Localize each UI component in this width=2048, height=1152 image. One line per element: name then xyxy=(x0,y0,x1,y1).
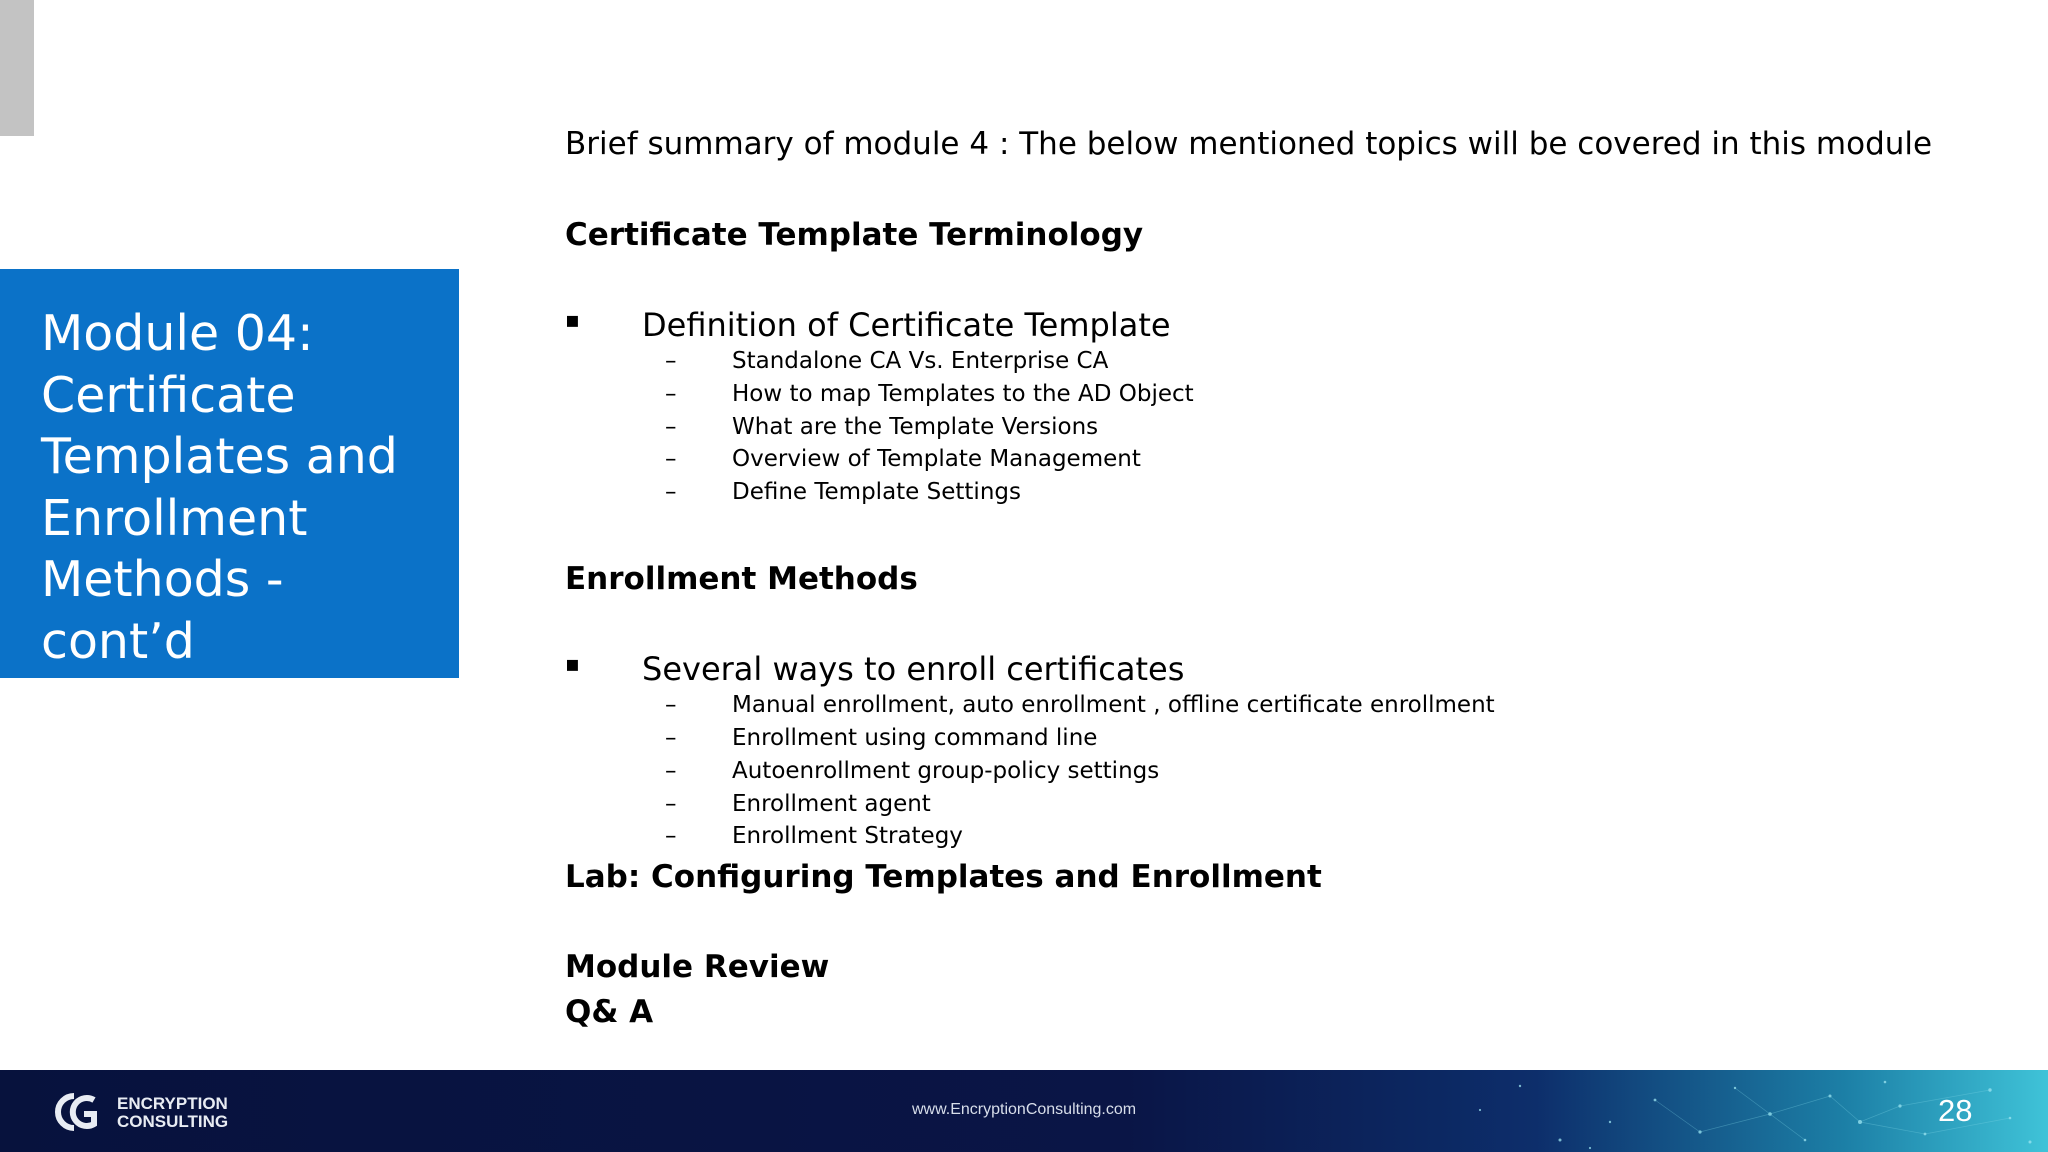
logo-line-2: CONSULTING xyxy=(117,1112,229,1131)
logo-line-1: ENCRYPTION xyxy=(117,1094,228,1113)
page-number: 28 xyxy=(1938,1093,1973,1128)
bullet-text: Several ways to enroll certificates xyxy=(642,650,1185,688)
module-title-box xyxy=(0,269,459,678)
sub-item-text: What are the Template Versions xyxy=(732,414,1099,440)
footer-bar xyxy=(0,1070,2048,1152)
dash-glyph: – xyxy=(665,791,677,817)
sub-item-text: Manual enrollment, auto enrollment , offline certificate enrollment xyxy=(732,692,1495,718)
logo-mark-icon xyxy=(50,1090,110,1134)
sub-item-text: Overview of Template Management xyxy=(732,446,1141,472)
summary-text: Brief summary of module 4 : The below mentioned topics will be covered in this module xyxy=(565,126,1933,162)
lab-heading: Lab: Configuring Templates and Enrollment xyxy=(565,859,1322,895)
sub-item-text: Enrollment agent xyxy=(732,791,931,817)
dash-glyph: – xyxy=(665,479,677,505)
section-heading-enrollment: Enrollment Methods xyxy=(565,561,918,597)
website-url: www.EncryptionConsulting.com xyxy=(912,1101,1137,1118)
qa-heading: Q& A xyxy=(565,994,654,1030)
logo-text xyxy=(117,1095,228,1131)
module-title: Module 04: Certificate Templates and Enrollment Methods - cont’d xyxy=(41,305,398,670)
dash-glyph: – xyxy=(665,381,677,407)
section-heading-terminology: Certificate Template Terminology xyxy=(565,217,1144,253)
sub-item-text: Enrollment using command line xyxy=(732,725,1098,751)
corner-tab xyxy=(0,0,34,136)
bullet-square-icon: ▪ xyxy=(565,652,580,677)
bullet-square-icon: ▪ xyxy=(565,308,580,333)
dash-glyph: – xyxy=(665,758,677,784)
dash-glyph: – xyxy=(665,414,677,440)
sub-item-text: How to map Templates to the AD Object xyxy=(732,381,1194,407)
encryption-consulting-logo xyxy=(50,1090,250,1134)
dash-glyph: – xyxy=(665,725,677,751)
dash-glyph: – xyxy=(665,823,677,849)
dash-glyph: – xyxy=(665,446,677,472)
dash-glyph: – xyxy=(665,348,677,374)
sub-item-text: Autoenrollment group-policy settings xyxy=(732,758,1160,784)
bullet-text: Definition of Certificate Template xyxy=(642,306,1171,344)
dash-glyph: – xyxy=(665,692,677,718)
sub-item-text: Standalone CA Vs. Enterprise CA xyxy=(732,348,1109,374)
sub-item-text: Define Template Settings xyxy=(732,479,1021,505)
module-review-heading: Module Review xyxy=(565,949,830,985)
sub-item-text: Enrollment Strategy xyxy=(732,823,963,849)
